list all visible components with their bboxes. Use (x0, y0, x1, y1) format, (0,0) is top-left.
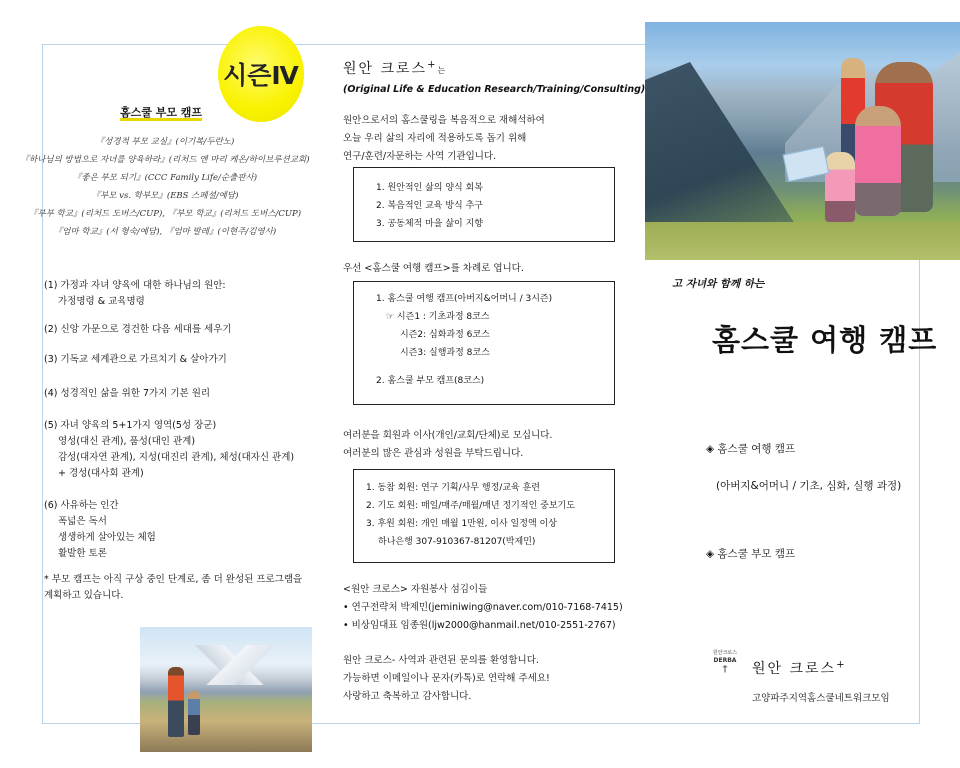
closing-line: 원안 크로스- 사역과 관련된 문의를 환영합니다. (343, 655, 539, 666)
curriculum-section-line: 가정명령 & 교육명령 (58, 296, 145, 307)
book-entry: 『하나님의 방법으로 자녀를 양육하라』(리처드 앤 마리 케온/하이브루션교회) (20, 155, 310, 165)
curriculum-section-line: 영성(대신 관계), 품성(대인 관계) (58, 436, 196, 447)
member-item: 1. 동참 회원: 연구 기획/사무 행정/교육 훈련 (366, 483, 540, 493)
season-item: 시즌3: 실행과정 8코스 (400, 348, 490, 358)
curriculum-section-title: (5) 자녀 양육의 5+1가지 영역(5성 장군) (44, 420, 217, 431)
curriculum-section-line: 생생하게 살아있는 체험 (58, 532, 156, 543)
member-item: 2. 기도 회원: 매일/매주/매월/매년 정기적인 중보기도 (366, 501, 575, 511)
girl-figure (825, 152, 855, 222)
grass-field (645, 222, 960, 260)
curriculum-section (44, 418, 314, 482)
parent-camp-title: 홈스쿨 부모 캠프 (120, 106, 203, 119)
curriculum-section-line: 감성(대자연 관계), 지성(대진리 관계), 체성(대자신 관계) (58, 452, 295, 463)
intro-line: 오늘 우리 삶의 자리에 적용하도록 돕기 위해 (343, 133, 527, 144)
mother-figure (855, 106, 901, 216)
book-entry: 『좋은 부모 되기』(CCC Family Life/순출판사) (72, 173, 258, 183)
org-subtitle: (Original Life & Education Research/Training/Consulting) (343, 84, 646, 95)
season-badge (218, 26, 304, 122)
cover-title: 홈스쿨 여행 캠프 (712, 323, 938, 357)
curriculum-section-title: (3) 기독교 세계관으로 가르치기 & 살아가기 (44, 354, 227, 365)
intro-line: 연구/훈련/자문하는 사역 기관입니다. (343, 151, 497, 162)
staff-item: • 비상임대표 임종원(ljw2000@hanmail.net/010-2551-2767) (343, 620, 616, 631)
org-heading (343, 58, 445, 78)
intro-line: 원안으로서의 홈스쿨링을 복음적으로 재해석하여 (343, 115, 545, 126)
curriculum-section (44, 278, 314, 310)
staff-item: • 연구전략처 박제민(jeminiwing@naver.com/010-7168-7415) (343, 602, 623, 613)
logo-text: 원안크로스 (712, 650, 738, 656)
member-item: 3. 후원 회원: 개인 매월 1만원, 이사 일정액 이상 (366, 519, 557, 529)
book-entry: 『부부 학교』(리처드 도버스/CUP), 『부모 학교』(리처드 도버스/CUP) (28, 209, 302, 219)
recruit-line: 여러분의 많은 관심과 성원을 부탁드립니다. (343, 448, 524, 459)
goal-item: 2. 복음적인 교육 방식 추구 (376, 201, 483, 211)
goal-item: 3. 공동체적 마을 삶이 지향 (376, 219, 483, 229)
curriculum-section-title: (4) 성경적인 삶을 위한 7가지 기본 원리 (44, 388, 211, 399)
org-plus: + (427, 59, 438, 71)
family-photo (645, 22, 960, 260)
curriculum-section (44, 352, 314, 368)
closing-line: 가능하면 이메일이나 문자(카톡)로 연락해 주세요! (343, 673, 550, 684)
org-name: 원안 크로스 (343, 61, 428, 77)
cover-item-travel-camp-sub: (아버지&어머니 / 기초, 심화, 실행 과정) (716, 480, 902, 492)
curriculum-section-line: 활발한 토론 (58, 548, 107, 559)
camps-box (353, 281, 615, 405)
adult-figure (168, 667, 184, 737)
cover-brand-plus: + (836, 659, 847, 671)
season-item: ☞ 시즌1 : 기초과정 8코스 (386, 312, 490, 322)
logo-cross-icon: † (722, 664, 728, 675)
staff-section (343, 581, 628, 635)
parent-camp-note: * 부모 캠프는 아직 구상 중인 단계로, 좀 더 완성된 프로그램을 계획하고 있습니다. (44, 574, 303, 601)
curriculum-section (44, 386, 314, 402)
curriculum-section (44, 322, 314, 338)
recruit-line: 여러분을 회원과 이사(개인/교회/단체)로 모십니다. (343, 430, 553, 441)
hiking-photo (140, 627, 312, 752)
network-name: 고양파주지역홈스쿨네트워크모임 (752, 693, 890, 704)
camp-item: 1. 홈스쿨 여행 캠프(아버지&어머니 / 3시즌) (376, 294, 553, 304)
closing-text (343, 652, 628, 706)
book-list (20, 133, 310, 241)
camp-intro: 우선 <홈스쿨 여행 캠프>를 차례로 엽니다. (343, 263, 524, 274)
members-box (353, 469, 615, 563)
goals-box (353, 167, 615, 242)
season-badge-label: 시즌Ⅳ (223, 61, 299, 90)
closing-line: 사랑하고 축복하고 감사합니다. (343, 691, 472, 702)
goal-item: 1. 원안적인 삶의 양식 회복 (376, 183, 483, 193)
bank-account: 하나은행 307-910367-81207(박제민) (378, 537, 536, 547)
recruit-text (343, 427, 628, 463)
cover-brand (752, 658, 846, 678)
cover-item-travel-camp: ◈ 홈스쿨 여행 캠프 (706, 443, 796, 455)
cover-brand-name: 원안 크로스 (752, 661, 837, 677)
child-figure (188, 691, 200, 735)
season-item: 시즌2: 심화과정 6코스 (400, 330, 490, 340)
book-entry: 『엄마 학교』(서 형숙/예담), 『엄마 발레』(이현주/김영사) (53, 227, 277, 237)
curriculum-section-title: (6) 사유하는 인간 (44, 500, 119, 511)
logo-mark: DERBA (713, 657, 737, 664)
book-entry: 『부모 vs. 학부모』(EBS 스페셜/예담) (91, 191, 239, 201)
camp-item: 2. 홈스쿨 부모 캠프(8코스) (376, 376, 485, 386)
org-suffix: 는 (437, 66, 446, 75)
org-intro (343, 112, 628, 166)
curriculum-section (44, 498, 314, 562)
curriculum-section-line: + 경성(대사회 관계) (58, 468, 144, 479)
curriculum-section-title: (1) 가정과 자녀 양육에 대한 하나님의 원안: (44, 280, 226, 291)
book-entry: 『성경적 부모 교실』(이기복/두란노) (95, 137, 235, 147)
curriculum-section-title: (2) 신앙 가문으로 경건한 다음 세대를 세우기 (44, 324, 232, 335)
org-logo (712, 650, 738, 702)
curriculum-section-line: 폭넓은 독서 (58, 516, 107, 527)
cover-item-parent-camp: ◈ 홈스쿨 부모 캠프 (706, 548, 796, 560)
cover-tagline: 고 자녀와 함께 하는 (672, 278, 765, 290)
mountain-slope (645, 62, 795, 242)
staff-title: <원안 크로스> 자원봉사 섬김이들 (343, 584, 488, 595)
